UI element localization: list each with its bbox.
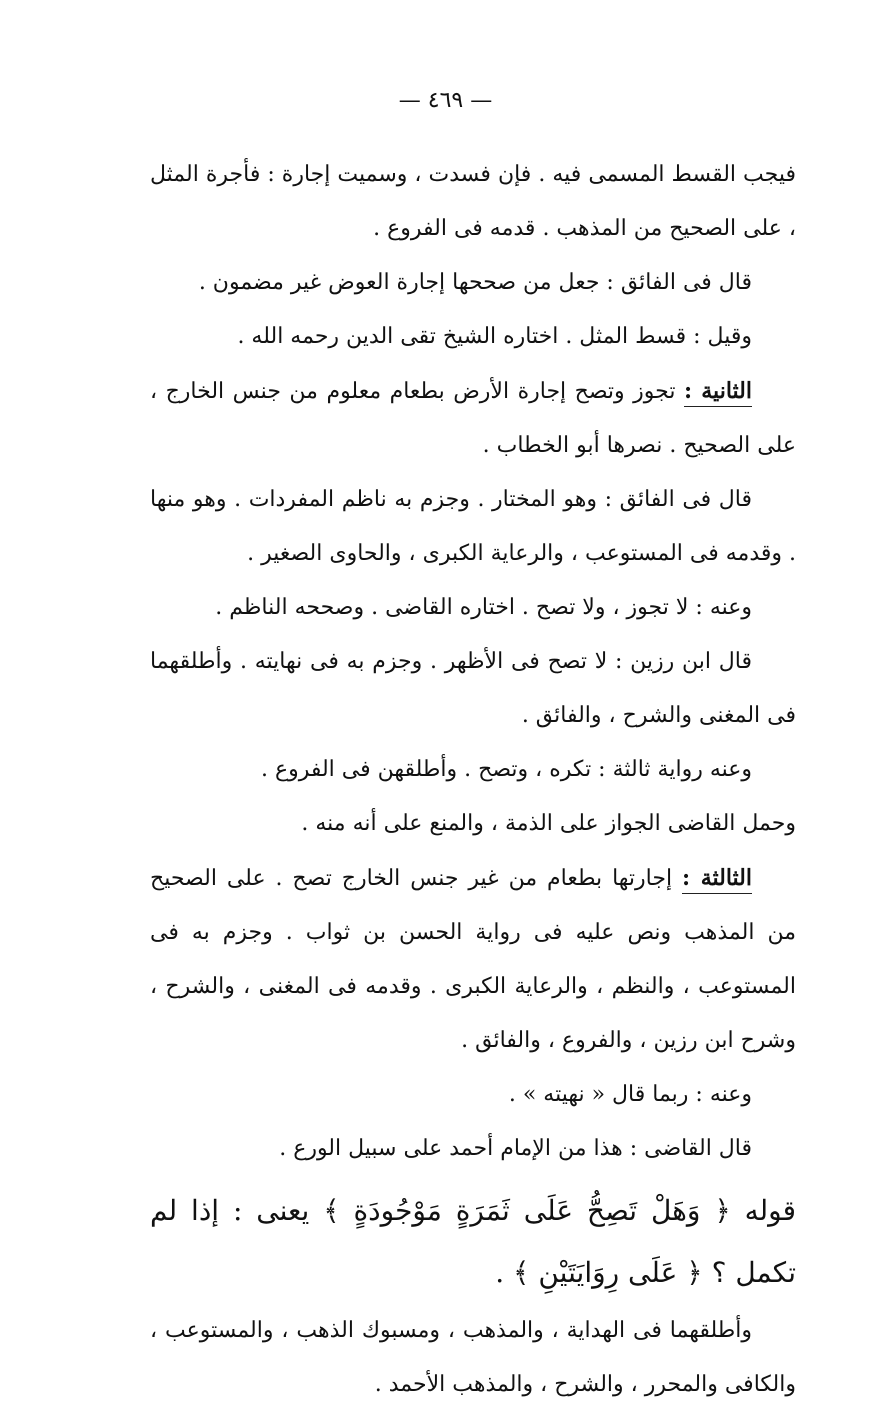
- paragraph-3: وقيل : قسط المثل . اختاره الشيخ تقى الدين رحمه الله .: [237, 324, 752, 349]
- paragraph-4: [150, 364, 796, 473]
- paragraph-11: وعنه : ربما قال « نهيته » .: [508, 1082, 752, 1107]
- paragraph-2: قال فى الفائق : جعل من صححها إجارة العوض غير مضمون .: [198, 270, 752, 295]
- paragraph-1: فيجب القسط المسمى فيه . فإن فسدت ، وسميت إجارة : فأجرة المثل ، على الصحيح من المذهب . قدمه فى الفروع .: [150, 162, 796, 241]
- paragraph-14: وأطلقهما فى الهداية ، والمذهب ، ومسبوك الذهب ، والمستوعب ، والكافى والمحرر ، والشرح ، والمذهب الأحمد .: [150, 1318, 796, 1397]
- body-text: [150, 148, 796, 1412]
- paragraph-7: قال ابن رزين : لا تصح فى الأظهر . وجزم به فى نهايته . وأطلقهما فى المغنى والشرح ، والفائق .: [150, 649, 796, 728]
- paragraph-9: وحمل القاضى الجواز على الذمة ، والمنع على أنه منه .: [301, 811, 796, 836]
- paragraph-8: وعنه رواية ثالثة : تكره ، وتصح . وأطلقهن فى الفروع .: [260, 757, 752, 782]
- paragraph-5: قال فى الفائق : وهو المختار . وجزم به ناظم المفردات . وهو منها . وقدمه فى المستوعب ، والرعاية الكبرى ، والحاوى الصغير .: [150, 487, 796, 566]
- paragraph-12: قال القاضى : هذا من الإمام أحمد على سبيل الورع .: [279, 1136, 752, 1161]
- paragraph-10: [150, 851, 796, 1068]
- paragraph-13: قوله ﴿ وَهَلْ تَصِحُّ عَلَى ثَمَرَةٍ مَوْجُودَةٍ ﴾ يعنى : إذا لم تكمل ؟ ﴿ عَلَى رِوَايَتَيْنِ ﴾ .: [150, 1194, 796, 1289]
- paragraph-10-text: إجارتها بطعام من غير جنس الخارج تصح . على الصحيح من المذهب ونص عليه فى رواية الحسن بن ثواب . وجزم به فى المستوعب ، والنظم ، والرعاية الكبرى . وقدمه فى المغنى ، والشرح ، وشرح ابن رزين ، والفروع ، والفائق .: [150, 866, 796, 1053]
- section-label-second: الثانية :: [684, 378, 752, 407]
- paragraph-4-text: تجوز وتصح إجارة الأرض بطعام معلوم من جنس الخارج ، على الصحيح . نصرها أبو الخطاب .: [150, 379, 796, 458]
- paragraph-6: وعنه : لا تجوز ، ولا تصح . اختاره القاضى . وصححه الناظم .: [215, 595, 752, 620]
- section-label-third: الثالثة :: [682, 865, 752, 894]
- page-number: — ٤٦٩ —: [398, 88, 493, 113]
